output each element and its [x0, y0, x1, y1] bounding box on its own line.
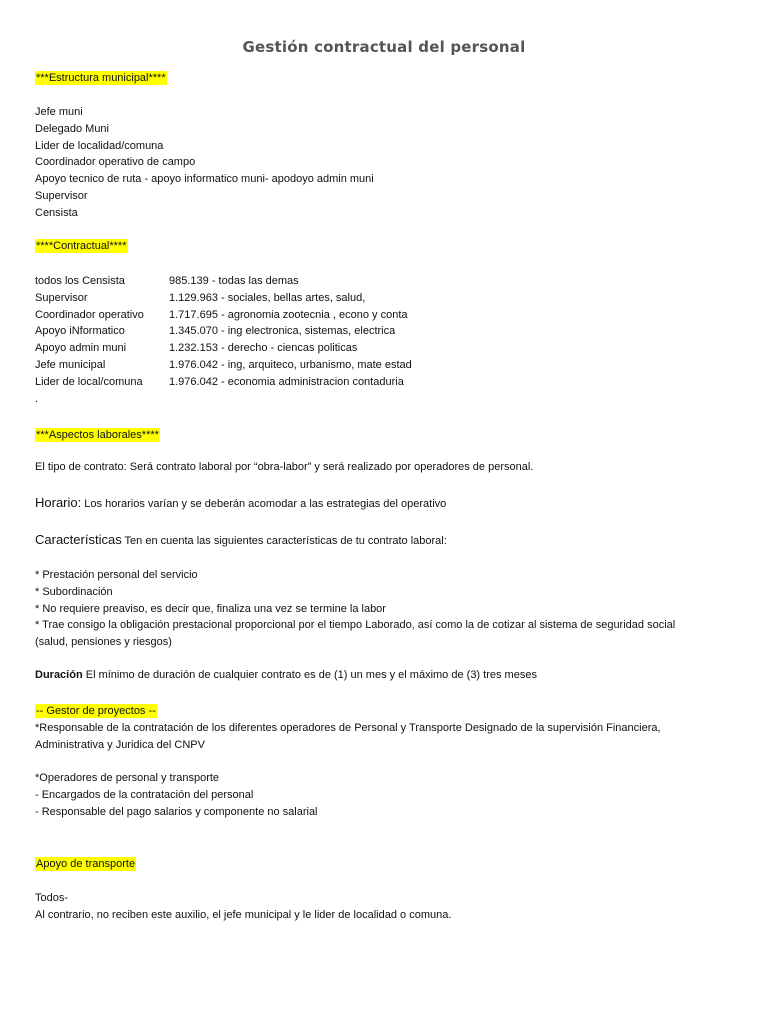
role-cell: Supervisor — [35, 291, 88, 304]
list-item: *Operadores de personal y transporte — [35, 772, 220, 784]
estructura-section — [35, 70, 167, 87]
list-item: * Trae consigo la obligación prestacional proporcional por el tiempo Laborado, así como la de cotizar al sistema de seguridad social — [35, 619, 676, 632]
estructura-list — [35, 104, 374, 222]
transporte-text — [35, 890, 451, 924]
value-cell: 1.976.042 - ing, arquiteco, urbanismo, mate estad — [169, 358, 412, 371]
table-row — [35, 273, 412, 290]
caracteristicas-label: Características — [35, 532, 122, 547]
caracteristicas-text: Ten en cuenta las siguientes características de tu contrato laboral: — [121, 535, 447, 547]
list-item: Delegado Muni — [35, 122, 109, 135]
contractual-section — [35, 238, 128, 255]
list-item: Apoyo tecnico de ruta - apoyo informatico muni- apodoyo admin muni — [35, 173, 374, 186]
role-cell: Apoyo admin muni — [35, 342, 127, 355]
gestor-section — [35, 703, 661, 753]
list-item: * Prestación personal del servicio — [35, 569, 198, 581]
list-item: Supervisor — [35, 189, 88, 202]
value-cell: 985.139 - todas las demas — [169, 275, 299, 287]
contract-type-text: El tipo de contrato: Será contrato laboral por “obra-labor” y será realizado por operadores de personal. — [35, 461, 534, 473]
contractual-heading: ****Contractual**** — [36, 240, 127, 252]
role-cell: Apoyo iNformatico — [35, 325, 125, 338]
duracion-label: Duración — [35, 669, 83, 681]
estructura-heading: ***Estructura municipal**** — [36, 72, 166, 84]
page-title: Gestión contractual del personal — [242, 38, 526, 56]
table-row — [35, 290, 412, 307]
list-item: Censista — [35, 206, 78, 219]
transporte-section — [35, 856, 136, 873]
transporte-line: Al contrario, no reciben este auxilio, el jefe municipal y le lider de localidad o comuna. — [35, 908, 452, 921]
salary-table — [35, 273, 412, 407]
value-cell: 1.129.963 - sociales, bellas artes, salud, — [169, 291, 366, 304]
list-item: Jefe muni — [35, 106, 83, 118]
operadores-list — [35, 770, 318, 820]
list-item: * Subordinación — [35, 585, 113, 598]
horario-paragraph — [35, 495, 446, 510]
duracion-paragraph — [35, 669, 537, 681]
list-item: - Encargados de la contratación del personal — [35, 788, 254, 801]
value-cell: 1.345.070 - ing electronica, sistemas, electrica — [169, 325, 396, 338]
horario-label: Horario: — [35, 495, 82, 510]
list-item: * No requiere preaviso, es decir que, finaliza una vez se termine la labor — [35, 602, 386, 615]
caracteristicas-paragraph — [35, 532, 447, 547]
list-item: Lider de localidad/comuna — [35, 139, 164, 152]
horario-text: Los horarios varían y se deberán acomodar a las estrategias del operativo — [81, 498, 447, 510]
gestor-line: Administrativa y Juridica del CNPV — [35, 738, 205, 751]
role-cell: Coordinador operativo — [35, 308, 144, 321]
table-row — [35, 374, 412, 391]
caracteristicas-list — [35, 567, 675, 651]
stray-dot: . — [35, 392, 39, 405]
gestor-heading: -- Gestor de proyectos -- — [36, 705, 156, 717]
gestor-line: *Responsable de la contratación de los diferentes operadores de Personal y Transporte Designado de la supervisión Financiera, — [35, 721, 661, 734]
value-cell: 1.976.042 - economia administracion contaduria — [169, 375, 404, 388]
transporte-line: Todos- — [35, 892, 69, 904]
table-row — [35, 357, 412, 374]
value-cell: 1.232.153 - derecho - ciencas politicas — [169, 342, 358, 355]
laborales-heading: ***Aspectos laborales**** — [36, 429, 159, 441]
role-cell: Lider de local/comuna — [35, 375, 143, 388]
list-item: Coordinador operativo de campo — [35, 156, 196, 169]
transporte-heading: Apoyo de transporte — [36, 858, 136, 870]
role-cell: Jefe municipal — [35, 358, 106, 371]
list-item: - Responsable del pago salarios y componente no salarial — [35, 805, 318, 818]
table-row — [35, 340, 412, 357]
value-cell: 1.717.695 - agronomia zootecnia , econo y conta — [169, 308, 408, 321]
table-row — [35, 323, 412, 340]
duracion-text: El mínimo de duración de cualquier contrato es de (1) un mes y el máximo de (3) tres meses — [82, 669, 537, 681]
role-cell: todos los Censista — [35, 275, 125, 287]
table-row — [35, 307, 412, 324]
laborales-section — [35, 427, 160, 444]
list-item: (salud, pensiones y riesgos) — [35, 636, 172, 649]
